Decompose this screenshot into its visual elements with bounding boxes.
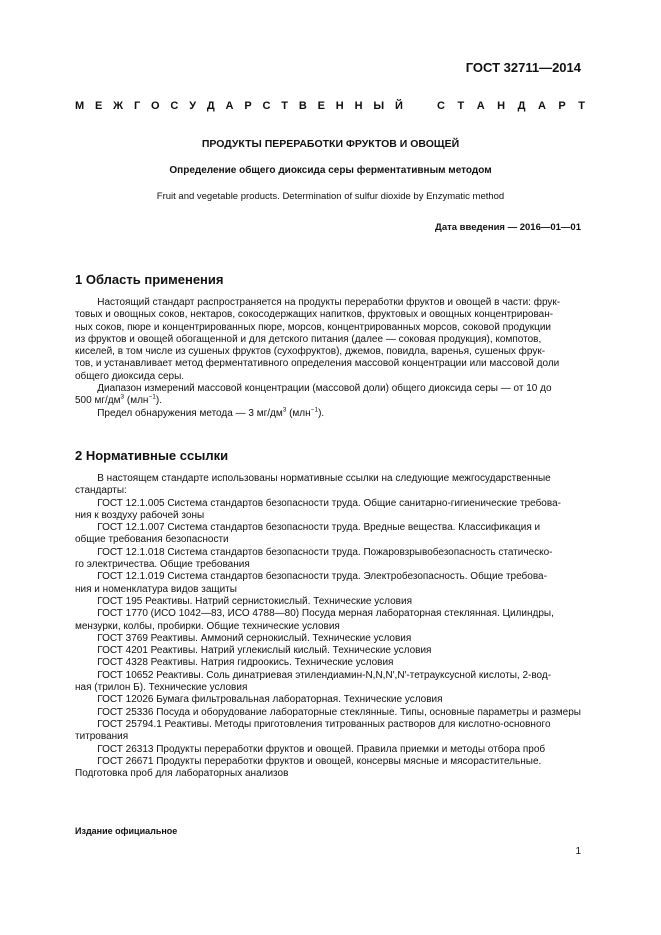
section-heading: 2 Нормативные ссылки [75, 448, 229, 463]
text-line: ГОСТ 12.1.018 Система стандартов безопасности труда. Пожаровзрывобезопасность статическо- [75, 546, 553, 558]
banner-letter: Р [244, 100, 252, 112]
text-line: общие требования безопасности [75, 534, 229, 546]
text-line: ГОСТ 25794.1 Реактивы. Методы приготовления титрованных растворов для кислотно-основного [75, 718, 551, 730]
banner-letter: А [476, 100, 485, 112]
banner-letter: Н [354, 100, 363, 112]
banner-letter: С [262, 100, 271, 112]
text-line: ГОСТ 26671 Продукты переработки фруктов и овощей, консервы мясные и мясорастительные. [75, 755, 542, 767]
section-text [75, 297, 583, 395]
range-line: 500 $мг/дм^3$ (млн$^{-1}$). [75, 394, 162, 407]
banner-letter: Н [335, 100, 344, 112]
text-line: го электричества. Общие требования [75, 559, 250, 571]
text-line: Подготовка проб для лабораторных анализов [75, 768, 289, 780]
text-line: ГОСТ 4328 Реактивы. Натрия гидроокись. Технические условия [75, 657, 394, 669]
text-line: тов, и устанавливает метод ферментативного определения массовой концентрации или массовой доли [75, 358, 560, 370]
text-line: ная (трилон Б). Технические условия [75, 682, 248, 694]
edition-label: Издание официальное [75, 826, 178, 836]
banner-letter: В [298, 100, 307, 112]
document-title: ПРОДУКТЫ ПЕРЕРАБОТКИ ФРУКТОВ И ОВОЩЕЙ [201, 138, 460, 150]
detection-limit-line: Предел обнаружения метода — 3 $мг/дм^3$ (млн$^{-1}$). [75, 406, 325, 419]
banner-letter: С [437, 100, 445, 112]
text-line: ГОСТ 12.1.005 Система стандартов безопасности труда. Общие санитарно-гигиенические требова- [75, 497, 561, 509]
banner-letter: Т [457, 100, 465, 112]
banner-letter: Р [558, 100, 566, 112]
text-line: ния к воздуху рабочей зоны [75, 509, 205, 521]
text-line: В настоящем стандарте использованы нормативные ссылки на следующие межгосударственные [75, 473, 551, 484]
text-line: Настоящий стандарт распространяется на продукты переработки фруктов и овощей в части: фрук- [75, 297, 561, 308]
banner-letter: Н [497, 100, 506, 112]
text-line: ГОСТ 195 Реактивы. Натрий сернистокислый. Технические условия [75, 595, 412, 607]
banner-letter: Е [95, 100, 103, 112]
text-line: киселей, в том числе из сушеных фруктов (сухофруктов), джемов, повидла, варенья, сушеных фрук- [75, 346, 546, 358]
banner-letter: М [75, 100, 85, 112]
section-text [75, 473, 583, 780]
text-line: ГОСТ 12.1.019 Система стандартов безопасности труда. Электробезопасность. Общие требова- [75, 571, 547, 583]
text-line: стандарты: [75, 485, 127, 497]
document-code: ГОСТ 32711—2014 [465, 60, 581, 75]
text-line: Диапазон измерений массовой концентрации (массовой доли) общего диоксида серы — от 10 до [75, 383, 552, 395]
section-heading: 1 Область применения [75, 272, 224, 287]
page-number: 1 [575, 846, 581, 857]
banner-letter: Ж [113, 100, 124, 112]
text-line: товых и овощных соков, нектаров, сокосодержащих напитков, фруктовых и овощных концентрирован- [75, 309, 554, 321]
text-line: мензурки, колбы, пробирки. Общие технические условия [75, 620, 340, 632]
introduction-date: Дата введения — 2016—01—01 [435, 222, 581, 233]
banner-letter: Г [133, 100, 141, 112]
banner-letter: О [151, 100, 160, 112]
section-normative-references [75, 448, 583, 780]
section-scope [75, 272, 583, 420]
text-line: ГОСТ 26313 Продукты переработки фруктов и овощей. Правила приемки и методы отбора проб [75, 743, 546, 755]
text-line: из фруктов и овощей обогащенной и для детского питания (далее — соковая продукция), компотов, [75, 333, 542, 345]
document-subtitle: Определение общего диоксида серы ферментативным методом [169, 165, 492, 176]
text-line: ГОСТ 3769 Реактивы. Аммоний сернокислый. Технические условия [75, 632, 412, 644]
banner-letter: У [189, 100, 197, 112]
text-line: общего диоксида серы. [75, 370, 185, 382]
banner-letter: Ы [373, 100, 385, 112]
text-line: ГОСТ 25336 Посуда и оборудование лабораторные стеклянные. Типы, основные параметры и размеры [75, 706, 581, 718]
text-line: ния и номенклатура видов защиты [75, 583, 237, 595]
document-title-english: Fruit and vegetable products. Determination of sulfur dioxide by Enzymatic method [156, 191, 505, 202]
text-line: ГОСТ 1770 (ИСО 1042—83, ИСО 4788—80) Посуда мерная лабораторная стеклянная. Цилиндры, [75, 608, 554, 620]
banner-letter: А [225, 100, 234, 112]
banner-letter: Е [317, 100, 325, 112]
banner-letter: А [537, 100, 546, 112]
text-line: ГОСТ 10652 Реактивы. Соль динатриевая этилендиамин-N,N,N′,N′-тетрауксусной кислоты, 2-вод- [75, 669, 552, 681]
banner-letter: Т [281, 100, 289, 112]
banner-letter: С [170, 100, 179, 112]
banner-letter: Д [206, 100, 215, 112]
banner-letter: Д [517, 100, 526, 112]
standard-banner [75, 100, 585, 112]
banner-letter: Й [394, 100, 403, 112]
text-line: титрования [75, 731, 129, 743]
text-line: ГОСТ 12026 Бумага фильтровальная лабораторная. Технические условия [75, 694, 443, 706]
text-line: ных соков, пюре и концентрированных пюре, морсов, концентрированных морсов, соковой продукции [75, 321, 552, 333]
banner-letter: Т [578, 100, 585, 112]
text-line: ГОСТ 12.1.007 Система стандартов безопасности труда. Вредные вещества. Классификация и [75, 522, 541, 534]
text-line: ГОСТ 4201 Реактивы. Натрий углекислый кислый. Технические условия [75, 645, 432, 657]
